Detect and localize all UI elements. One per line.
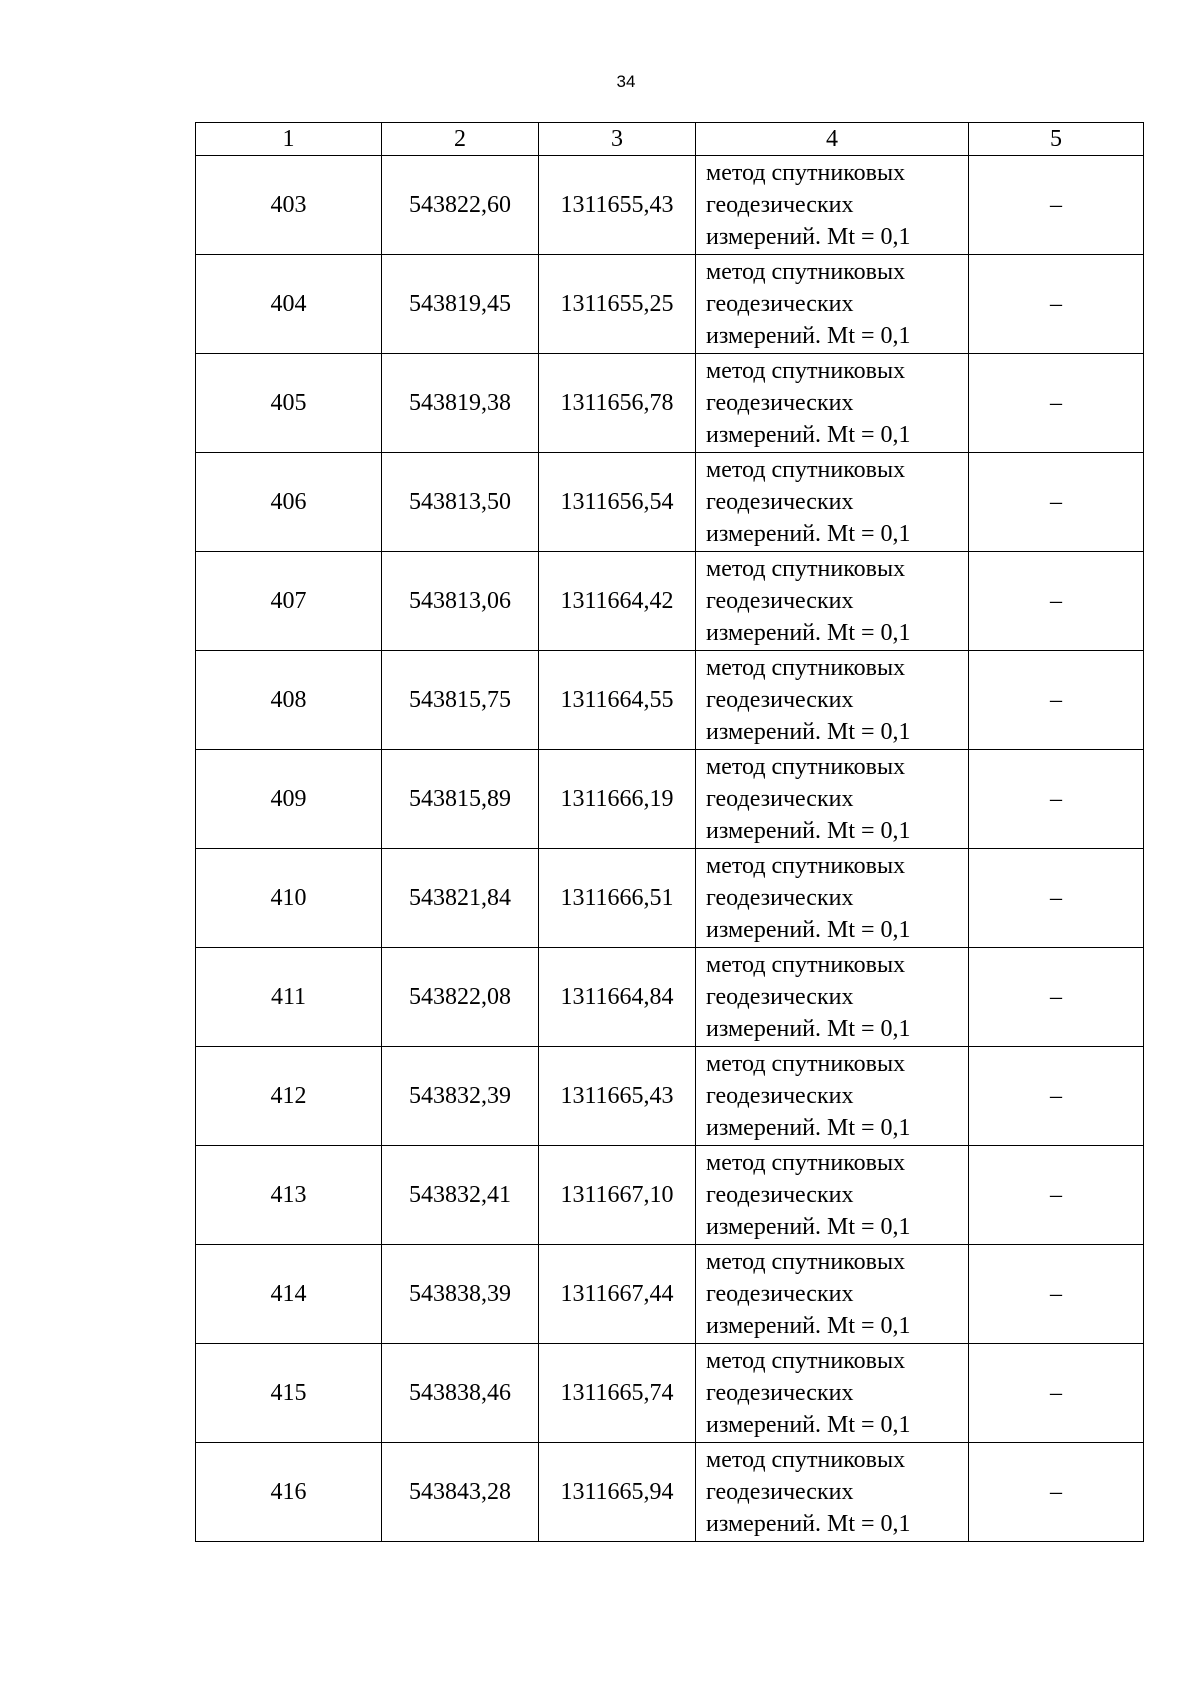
note-cell: – bbox=[969, 750, 1144, 849]
point-number-cell: 416 bbox=[196, 1443, 382, 1542]
table-row bbox=[196, 1047, 1144, 1146]
method-line: метод спутниковых bbox=[706, 1249, 906, 1275]
method-line: геодезических bbox=[706, 192, 854, 218]
y-coordinate-cell: 1311664,84 bbox=[539, 948, 696, 1047]
table-body bbox=[196, 156, 1144, 1542]
method-cell bbox=[696, 1245, 969, 1344]
method-line: метод спутниковых bbox=[706, 1150, 906, 1176]
note-cell: – bbox=[969, 948, 1144, 1047]
method-line: геодезических bbox=[706, 984, 854, 1010]
method-line: геодезических bbox=[706, 687, 854, 713]
x-coordinate-cell: 543843,28 bbox=[382, 1443, 539, 1542]
table-row bbox=[196, 552, 1144, 651]
method-line: измерений. Mt = 0,1 bbox=[706, 1214, 911, 1240]
x-coordinate-cell: 543822,08 bbox=[382, 948, 539, 1047]
note-cell: – bbox=[969, 1443, 1144, 1542]
x-coordinate-cell: 543815,75 bbox=[382, 651, 539, 750]
method-line: измерений. Mt = 0,1 bbox=[706, 1511, 911, 1537]
x-coordinate-cell: 543832,39 bbox=[382, 1047, 539, 1146]
method-line: метод спутниковых bbox=[706, 754, 906, 780]
point-number-cell: 412 bbox=[196, 1047, 382, 1146]
method-cell bbox=[696, 750, 969, 849]
table-row bbox=[196, 1245, 1144, 1344]
x-coordinate-cell: 543838,46 bbox=[382, 1344, 539, 1443]
method-line: метод спутниковых bbox=[706, 358, 906, 384]
method-line: геодезических bbox=[706, 588, 854, 614]
method-line: измерений. Mt = 0,1 bbox=[706, 1115, 911, 1141]
y-coordinate-cell: 1311665,74 bbox=[539, 1344, 696, 1443]
method-cell bbox=[696, 255, 969, 354]
method-line: метод спутниковых bbox=[706, 1051, 906, 1077]
method-line: метод спутниковых bbox=[706, 160, 906, 186]
y-coordinate-cell: 1311665,43 bbox=[539, 1047, 696, 1146]
method-cell bbox=[696, 849, 969, 948]
method-line: метод спутниковых bbox=[706, 1447, 906, 1473]
method-line: геодезических bbox=[706, 1380, 854, 1406]
method-cell bbox=[696, 156, 969, 255]
method-line: геодезических bbox=[706, 390, 854, 416]
method-line: измерений. Mt = 0,1 bbox=[706, 1016, 911, 1042]
point-number-cell: 406 bbox=[196, 453, 382, 552]
coordinates-table bbox=[195, 122, 1144, 1542]
method-line: метод спутниковых bbox=[706, 952, 906, 978]
method-line: геодезических bbox=[706, 1083, 854, 1109]
x-coordinate-cell: 543819,38 bbox=[382, 354, 539, 453]
header-col-2: 2 bbox=[382, 123, 539, 156]
note-cell: – bbox=[969, 354, 1144, 453]
point-number-cell: 410 bbox=[196, 849, 382, 948]
table-header bbox=[196, 123, 1144, 156]
method-line: измерений. Mt = 0,1 bbox=[706, 422, 911, 448]
method-cell bbox=[696, 552, 969, 651]
note-cell: – bbox=[969, 651, 1144, 750]
x-coordinate-cell: 543838,39 bbox=[382, 1245, 539, 1344]
method-cell bbox=[696, 1344, 969, 1443]
method-line: геодезических bbox=[706, 1281, 854, 1307]
method-cell bbox=[696, 1047, 969, 1146]
method-line: метод спутниковых bbox=[706, 655, 906, 681]
y-coordinate-cell: 1311656,54 bbox=[539, 453, 696, 552]
y-coordinate-cell: 1311667,10 bbox=[539, 1146, 696, 1245]
x-coordinate-cell: 543813,06 bbox=[382, 552, 539, 651]
method-cell bbox=[696, 354, 969, 453]
table-row bbox=[196, 1443, 1144, 1542]
x-coordinate-cell: 543821,84 bbox=[382, 849, 539, 948]
point-number-cell: 407 bbox=[196, 552, 382, 651]
method-line: измерений. Mt = 0,1 bbox=[706, 1313, 911, 1339]
table-row bbox=[196, 354, 1144, 453]
method-line: геодезических bbox=[706, 786, 854, 812]
y-coordinate-cell: 1311666,19 bbox=[539, 750, 696, 849]
method-line: измерений. Mt = 0,1 bbox=[706, 917, 911, 943]
method-line: измерений. Mt = 0,1 bbox=[706, 620, 911, 646]
header-col-1: 1 bbox=[196, 123, 382, 156]
note-cell: – bbox=[969, 453, 1144, 552]
note-cell: – bbox=[969, 1245, 1144, 1344]
y-coordinate-cell: 1311667,44 bbox=[539, 1245, 696, 1344]
x-coordinate-cell: 543815,89 bbox=[382, 750, 539, 849]
y-coordinate-cell: 1311655,43 bbox=[539, 156, 696, 255]
note-cell: – bbox=[969, 1047, 1144, 1146]
header-col-5: 5 bbox=[969, 123, 1144, 156]
y-coordinate-cell: 1311665,94 bbox=[539, 1443, 696, 1542]
point-number-cell: 408 bbox=[196, 651, 382, 750]
y-coordinate-cell: 1311664,55 bbox=[539, 651, 696, 750]
header-col-4: 4 bbox=[696, 123, 969, 156]
method-line: геодезических bbox=[706, 885, 854, 911]
method-line: измерений. Mt = 0,1 bbox=[706, 719, 911, 745]
table-row bbox=[196, 255, 1144, 354]
table-row bbox=[196, 651, 1144, 750]
method-line: измерений. Mt = 0,1 bbox=[706, 224, 911, 250]
method-line: измерений. Mt = 0,1 bbox=[706, 818, 911, 844]
method-line: метод спутниковых bbox=[706, 1348, 906, 1374]
point-number-cell: 405 bbox=[196, 354, 382, 453]
method-line: измерений. Mt = 0,1 bbox=[706, 521, 911, 547]
header-col-3: 3 bbox=[539, 123, 696, 156]
table-row bbox=[196, 849, 1144, 948]
y-coordinate-cell: 1311666,51 bbox=[539, 849, 696, 948]
x-coordinate-cell: 543813,50 bbox=[382, 453, 539, 552]
note-cell: – bbox=[969, 552, 1144, 651]
point-number-cell: 404 bbox=[196, 255, 382, 354]
point-number-cell: 414 bbox=[196, 1245, 382, 1344]
method-cell bbox=[696, 453, 969, 552]
table-row bbox=[196, 1344, 1144, 1443]
note-cell: – bbox=[969, 849, 1144, 948]
x-coordinate-cell: 543822,60 bbox=[382, 156, 539, 255]
y-coordinate-cell: 1311664,42 bbox=[539, 552, 696, 651]
method-line: измерений. Mt = 0,1 bbox=[706, 323, 911, 349]
method-line: метод спутниковых bbox=[706, 556, 906, 582]
point-number-cell: 413 bbox=[196, 1146, 382, 1245]
method-cell bbox=[696, 948, 969, 1047]
table-row bbox=[196, 948, 1144, 1047]
method-line: метод спутниковых bbox=[706, 457, 906, 483]
header-row bbox=[196, 123, 1144, 156]
method-line: метод спутниковых bbox=[706, 259, 906, 285]
note-cell: – bbox=[969, 1344, 1144, 1443]
y-coordinate-cell: 1311656,78 bbox=[539, 354, 696, 453]
point-number-cell: 403 bbox=[196, 156, 382, 255]
method-line: геодезических bbox=[706, 1182, 854, 1208]
table-row bbox=[196, 453, 1144, 552]
table-row bbox=[196, 1146, 1144, 1245]
method-line: метод спутниковых bbox=[706, 853, 906, 879]
point-number-cell: 409 bbox=[196, 750, 382, 849]
note-cell: – bbox=[969, 156, 1144, 255]
y-coordinate-cell: 1311655,25 bbox=[539, 255, 696, 354]
table-row bbox=[196, 156, 1144, 255]
x-coordinate-cell: 543832,41 bbox=[382, 1146, 539, 1245]
note-cell: – bbox=[969, 1146, 1144, 1245]
point-number-cell: 411 bbox=[196, 948, 382, 1047]
method-line: геодезических bbox=[706, 489, 854, 515]
method-line: геодезических bbox=[706, 1479, 854, 1505]
note-cell: – bbox=[969, 255, 1144, 354]
method-line: геодезических bbox=[706, 291, 854, 317]
method-cell bbox=[696, 1146, 969, 1245]
method-line: измерений. Mt = 0,1 bbox=[706, 1412, 911, 1438]
x-coordinate-cell: 543819,45 bbox=[382, 255, 539, 354]
point-number-cell: 415 bbox=[196, 1344, 382, 1443]
page-number: 34 bbox=[616, 72, 636, 91]
method-cell bbox=[696, 651, 969, 750]
method-cell bbox=[696, 1443, 969, 1542]
table-row bbox=[196, 750, 1144, 849]
